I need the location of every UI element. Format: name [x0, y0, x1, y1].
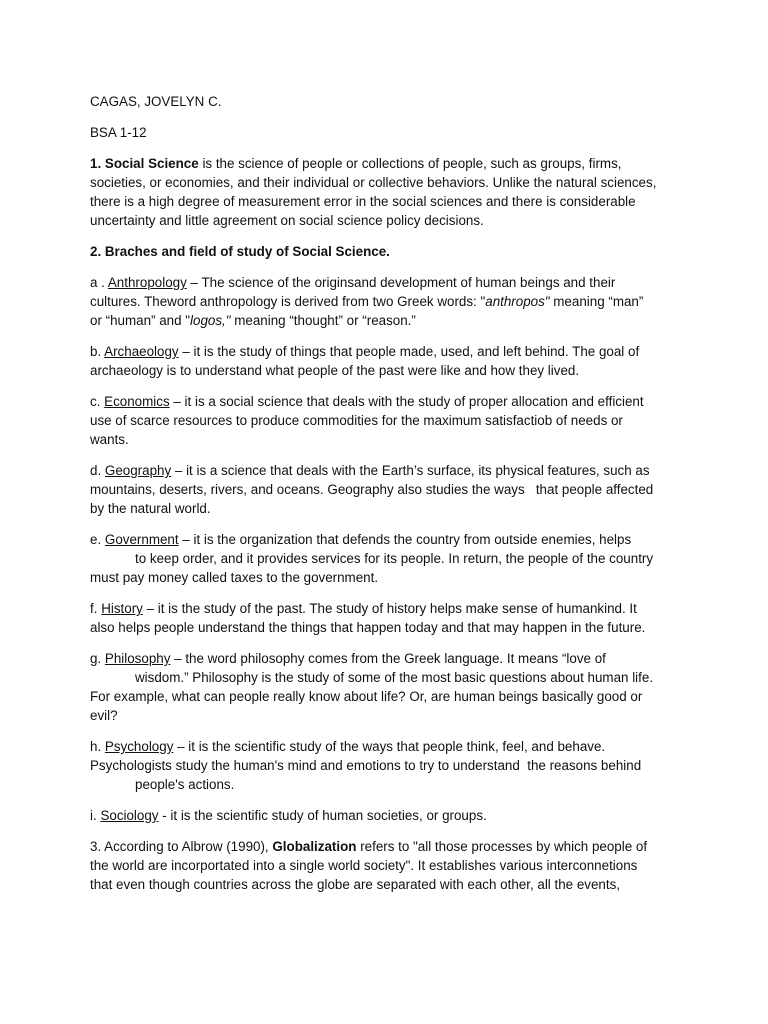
definition-text: - it is the scientific study of human societies, or groups. — [162, 808, 487, 823]
branch-letter: f. — [90, 601, 98, 616]
answer-1-line — [90, 154, 690, 173]
section-code: BSA 1-12 — [90, 125, 147, 140]
definition-text: meaning “thought” or “reason.” — [230, 313, 416, 328]
term-sociology: Sociology — [100, 808, 159, 823]
branch-letter: a . — [90, 275, 105, 290]
branch-line — [90, 273, 690, 292]
branch-anthropology — [90, 273, 690, 330]
branch-geography — [90, 461, 690, 518]
branch-philosophy — [90, 649, 690, 725]
branch-line: wisdom.” Philosophy is the study of some of the most basic questions about human life. — [135, 670, 654, 685]
answer-2-heading: 2. Braches and field of study of Social Science. — [90, 244, 390, 259]
branch-line — [90, 530, 690, 549]
branch-letter: b. — [90, 344, 102, 359]
branch-letter: c. — [90, 394, 101, 409]
definition-text: refers to "all those processes by which people of — [360, 839, 648, 854]
definition-text: – it is the study of things that people made, used, and left behind. The goal of — [182, 344, 640, 359]
branch-line — [90, 806, 690, 825]
branch-line: must pay money called taxes to the government. — [90, 570, 379, 585]
term-social-science: Social Science — [104, 156, 199, 171]
term-geography: Geography — [104, 463, 172, 478]
answer-1 — [90, 154, 690, 230]
definition-text: – it is the scientific study of the ways that people think, feel, and behave. — [177, 739, 606, 754]
branch-line — [90, 292, 690, 311]
branch-line: use of scarce resources to produce commodities for the maximum satisfactiob of needs or — [90, 413, 623, 428]
definition-text: cultures. Theword anthropology is derived from two Greek words: " — [90, 294, 486, 309]
definition-text: – it is a science that deals with the Earth’s surface, its physical features, such as — [174, 463, 650, 478]
branch-line: to keep order, and it provides services for its people. In return, the people of the country — [135, 551, 654, 566]
greek-word-anthropos: anthropos" — [485, 294, 550, 309]
branch-economics — [90, 392, 690, 449]
branch-letter: i. — [90, 808, 97, 823]
term-anthropology: Anthropology — [107, 275, 187, 290]
term-philosophy: Philosophy — [104, 651, 171, 666]
answer-3-line: the world are incorportated into a single world society". It establishes various interconnetions — [90, 858, 638, 873]
definition-text: meaning “man” — [549, 294, 644, 309]
term-economics: Economics — [104, 394, 170, 409]
item-number: 1. — [90, 156, 102, 171]
definition-text: – it is a social science that deals with the study of proper allocation and efficient — [173, 394, 644, 409]
answer-1-line: there is a high degree of measurement error in the social sciences and there is considerable — [90, 194, 636, 209]
branch-line: For example, what can people really know about life? Or, are human beings basically good or — [90, 689, 643, 704]
definition-text: is the science of people or collections of people, such as groups, firms, — [202, 156, 622, 171]
branch-line: people's actions. — [135, 777, 235, 792]
branch-line — [90, 461, 690, 480]
branch-line: mountains, deserts, rivers, and oceans. Geography also studies the ways that people affected — [90, 482, 654, 497]
branch-line — [90, 311, 690, 330]
answer-3 — [90, 837, 690, 894]
definition-text: – it is the study of the past. The study of history helps make sense of humankind. It — [146, 601, 637, 616]
answer-3-line — [90, 837, 690, 856]
branch-line: also helps people understand the things that happen today and that may happen in the future. — [90, 620, 646, 635]
document-page — [90, 92, 690, 894]
answer-3-intro: 3. According to Albrow (1990), — [90, 839, 269, 854]
answer-1-line: uncertainty and little agreement on social science policy decisions. — [90, 213, 484, 228]
branch-history — [90, 599, 690, 637]
definition-text: – The science of the originsand development of human beings and their — [190, 275, 616, 290]
branch-line: Psychologists study the human's mind and emotions to try to understand the reasons behind — [90, 758, 642, 773]
branch-line — [90, 649, 690, 668]
definition-text: or “human” and " — [90, 313, 191, 328]
branch-line — [90, 737, 690, 756]
branch-line — [90, 599, 690, 618]
term-government: Government — [104, 532, 179, 547]
branch-line — [90, 342, 690, 361]
branch-government — [90, 530, 690, 587]
branch-letter: d. — [90, 463, 102, 478]
branch-letter: h. — [90, 739, 102, 754]
branch-psychology — [90, 737, 690, 794]
definition-text: – the word philosophy comes from the Greek language. It means “love of — [174, 651, 606, 666]
term-globalization: Globalization — [272, 839, 357, 854]
branch-sociology — [90, 806, 690, 825]
branch-line: by the natural world. — [90, 501, 211, 516]
term-archaeology: Archaeology — [104, 344, 179, 359]
answer-1-line: societies, or economies, and their individual or collective behaviors. Unlike the natural sciences, — [90, 175, 657, 190]
student-name: CAGAS, JOVELYN C. — [90, 94, 222, 109]
branch-line — [90, 392, 690, 411]
definition-text: – it is the organization that defends the country from outside enemies, helps — [182, 532, 632, 547]
branch-letter: g. — [90, 651, 102, 666]
branch-archaeology — [90, 342, 690, 380]
branch-line: evil? — [90, 708, 118, 723]
branch-line: archaeology is to understand what people of the past were like and how they lived. — [90, 363, 580, 378]
branch-letter: e. — [90, 532, 102, 547]
answer-3-line: that even though countries across the globe are separated with each other, all the events, — [90, 877, 621, 892]
term-history: History — [101, 601, 143, 616]
greek-word-logos: logos," — [190, 313, 231, 328]
term-psychology: Psychology — [104, 739, 174, 754]
branch-line: wants. — [90, 432, 129, 447]
